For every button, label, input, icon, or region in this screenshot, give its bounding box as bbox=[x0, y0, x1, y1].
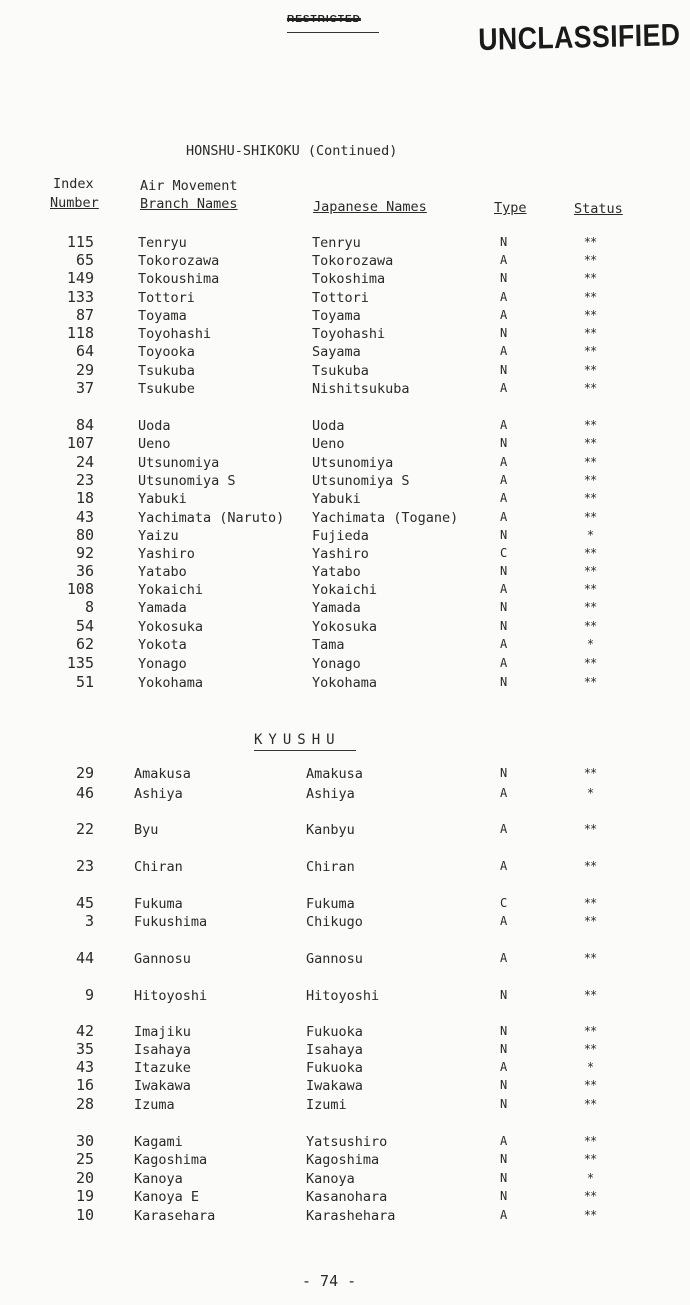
table-row bbox=[0, 1134, 690, 1152]
table-row bbox=[0, 766, 690, 784]
type-code: C bbox=[500, 896, 508, 910]
index-number: 29 bbox=[75, 764, 94, 782]
japanese-name: Chiran bbox=[306, 859, 355, 875]
type-code: A bbox=[500, 418, 508, 432]
index-number: 25 bbox=[75, 1150, 94, 1168]
status-mark: ** bbox=[583, 1024, 597, 1038]
index-number: 42 bbox=[75, 1022, 94, 1040]
index-number: 64 bbox=[75, 342, 94, 360]
air-movement-name: Isahaya bbox=[134, 1042, 191, 1058]
table-row bbox=[0, 951, 690, 969]
page-number: - 74 - bbox=[302, 1272, 357, 1290]
type-code: A bbox=[500, 1208, 508, 1222]
table-row bbox=[0, 1152, 690, 1170]
table-row bbox=[0, 637, 690, 655]
air-movement-name: Yokohama bbox=[138, 675, 204, 691]
air-movement-name: Tottori bbox=[138, 290, 195, 306]
index-number: 44 bbox=[75, 949, 94, 967]
status-mark: ** bbox=[583, 290, 597, 304]
type-code: N bbox=[500, 1171, 508, 1185]
status-mark: ** bbox=[583, 418, 597, 432]
japanese-name: Tokoshima bbox=[312, 271, 386, 287]
status-mark: ** bbox=[583, 510, 597, 524]
index-number: 10 bbox=[75, 1206, 94, 1224]
type-code: N bbox=[500, 1042, 508, 1056]
type-code: N bbox=[500, 564, 508, 578]
air-movement-name: Ashiya bbox=[134, 786, 183, 802]
type-code: N bbox=[500, 675, 508, 689]
japanese-name: Fukuoka bbox=[306, 1060, 363, 1076]
air-movement-name: Utsunomiya S bbox=[138, 473, 236, 489]
japanese-name: Tenryu bbox=[312, 235, 361, 251]
air-movement-name: Yokosuka bbox=[138, 619, 204, 635]
type-code: A bbox=[500, 822, 508, 836]
table-row bbox=[0, 564, 690, 582]
air-movement-name: Yonago bbox=[138, 656, 187, 672]
type-code: C bbox=[500, 546, 508, 560]
index-number: 92 bbox=[75, 544, 94, 562]
table-row bbox=[0, 1171, 690, 1189]
type-code: N bbox=[500, 436, 508, 450]
type-code: N bbox=[500, 235, 508, 249]
status-mark: * bbox=[586, 786, 594, 800]
table-row bbox=[0, 363, 690, 381]
air-movement-name: Karasehara bbox=[134, 1208, 216, 1224]
index-number: 118 bbox=[66, 324, 94, 342]
table-row bbox=[0, 510, 690, 528]
status-mark: ** bbox=[583, 363, 597, 377]
air-movement-name: Tokoushima bbox=[138, 271, 220, 287]
air-movement-name: Gannosu bbox=[134, 951, 191, 967]
header-air-line1: Air Movement bbox=[140, 178, 238, 194]
table-row bbox=[0, 308, 690, 326]
japanese-name: Yokosuka bbox=[312, 619, 378, 635]
type-code: N bbox=[500, 988, 508, 1002]
japanese-name: Fukuma bbox=[306, 896, 355, 912]
status-mark: * bbox=[586, 1060, 594, 1074]
index-number: 62 bbox=[75, 635, 94, 653]
air-movement-name: Imajiku bbox=[134, 1024, 191, 1040]
kyushu-underline bbox=[254, 750, 356, 751]
japanese-name: Chikugo bbox=[306, 914, 363, 930]
air-movement-name: Yokota bbox=[138, 637, 187, 653]
table-row bbox=[0, 344, 690, 362]
unclassified-stamp: UNCLASSIFIED bbox=[478, 17, 681, 57]
japanese-name: Kagoshima bbox=[306, 1152, 380, 1168]
status-mark: ** bbox=[583, 1152, 597, 1166]
index-number: 9 bbox=[84, 986, 94, 1004]
status-mark: ** bbox=[583, 1042, 597, 1056]
type-code: A bbox=[500, 786, 508, 800]
header-status: Status bbox=[574, 201, 623, 217]
index-number: 135 bbox=[66, 654, 94, 672]
status-mark: ** bbox=[583, 235, 597, 249]
table-row bbox=[0, 473, 690, 491]
status-mark: ** bbox=[583, 1134, 597, 1148]
table-row bbox=[0, 326, 690, 344]
status-mark: ** bbox=[583, 308, 597, 322]
table-row bbox=[0, 1024, 690, 1042]
air-movement-name: Tenryu bbox=[138, 235, 187, 251]
index-number: 84 bbox=[75, 416, 94, 434]
table-row bbox=[0, 914, 690, 932]
index-number: 45 bbox=[75, 894, 94, 912]
japanese-name: Gannosu bbox=[306, 951, 363, 967]
table-row bbox=[0, 656, 690, 674]
table-row bbox=[0, 290, 690, 308]
japanese-name: Kanoya bbox=[306, 1171, 355, 1187]
japanese-name: Sayama bbox=[312, 344, 361, 360]
type-code: A bbox=[500, 914, 508, 928]
japanese-name: Karashehara bbox=[306, 1208, 396, 1224]
index-number: 23 bbox=[75, 471, 94, 489]
index-number: 19 bbox=[75, 1187, 94, 1205]
air-movement-name: Yaizu bbox=[138, 528, 179, 544]
index-number: 35 bbox=[75, 1040, 94, 1058]
air-movement-name: Toyooka bbox=[138, 344, 195, 360]
status-mark: ** bbox=[583, 326, 597, 340]
index-number: 108 bbox=[66, 580, 94, 598]
type-code: A bbox=[500, 473, 508, 487]
table-row bbox=[0, 582, 690, 600]
type-code: N bbox=[500, 619, 508, 633]
japanese-name: Hitoyoshi bbox=[306, 988, 380, 1004]
status-mark: ** bbox=[583, 675, 597, 689]
section-title-kyushu: KYUSHU bbox=[254, 732, 341, 748]
air-movement-name: Fukushima bbox=[134, 914, 208, 930]
type-code: N bbox=[500, 528, 508, 542]
status-mark: ** bbox=[583, 619, 597, 633]
status-mark: ** bbox=[583, 988, 597, 1002]
japanese-name: Yabuki bbox=[312, 491, 361, 507]
type-code: A bbox=[500, 637, 508, 651]
air-movement-name: Iwakawa bbox=[134, 1078, 191, 1094]
index-number: 133 bbox=[66, 288, 94, 306]
japanese-name: Yamada bbox=[312, 600, 361, 616]
status-mark: ** bbox=[583, 766, 597, 780]
air-movement-name: Uoda bbox=[138, 418, 171, 434]
japanese-name: Nishitsukuba bbox=[312, 381, 410, 397]
air-movement-name: Yamada bbox=[138, 600, 187, 616]
type-code: N bbox=[500, 1152, 508, 1166]
index-number: 107 bbox=[66, 434, 94, 452]
type-code: A bbox=[500, 1134, 508, 1148]
japanese-name: Tokorozawa bbox=[312, 253, 394, 269]
air-movement-name: Yokaichi bbox=[138, 582, 204, 598]
japanese-name: Tama bbox=[312, 637, 345, 653]
air-movement-name: Hitoyoshi bbox=[134, 988, 208, 1004]
type-code: A bbox=[500, 491, 508, 505]
type-code: A bbox=[500, 859, 508, 873]
table-row bbox=[0, 381, 690, 399]
table-row bbox=[0, 619, 690, 637]
index-number: 20 bbox=[75, 1169, 94, 1187]
japanese-name: Yonago bbox=[312, 656, 361, 672]
table-row bbox=[0, 1042, 690, 1060]
restricted-stamp: RESTRICTED bbox=[287, 14, 361, 25]
status-mark: ** bbox=[583, 1208, 597, 1222]
status-mark: ** bbox=[583, 582, 597, 596]
type-code: N bbox=[500, 271, 508, 285]
table-row bbox=[0, 1078, 690, 1096]
table-row bbox=[0, 271, 690, 289]
table-row bbox=[0, 822, 690, 840]
status-mark: ** bbox=[583, 473, 597, 487]
index-number: 29 bbox=[75, 361, 94, 379]
air-movement-name: Kagami bbox=[134, 1134, 183, 1150]
air-movement-name: Utsunomiya bbox=[138, 455, 220, 471]
type-code: A bbox=[500, 381, 508, 395]
japanese-name: Ashiya bbox=[306, 786, 355, 802]
table-row bbox=[0, 253, 690, 271]
header-index-line1: Index bbox=[53, 176, 94, 192]
type-code: A bbox=[500, 290, 508, 304]
table-row bbox=[0, 235, 690, 253]
air-movement-name: Amakusa bbox=[134, 766, 191, 782]
table-row bbox=[0, 1097, 690, 1115]
japanese-name: Izumi bbox=[306, 1097, 347, 1113]
type-code: N bbox=[500, 766, 508, 780]
table-row bbox=[0, 859, 690, 877]
status-mark: ** bbox=[583, 600, 597, 614]
table-row bbox=[0, 988, 690, 1006]
japanese-name: Uoda bbox=[312, 418, 345, 434]
header-index-line2: Number bbox=[50, 195, 99, 211]
type-code: N bbox=[500, 1189, 508, 1203]
japanese-name: Yatabo bbox=[312, 564, 361, 580]
type-code: A bbox=[500, 510, 508, 524]
status-mark: ** bbox=[583, 951, 597, 965]
status-mark: ** bbox=[583, 271, 597, 285]
status-mark: ** bbox=[583, 381, 597, 395]
table-row bbox=[0, 528, 690, 546]
status-mark: ** bbox=[583, 914, 597, 928]
type-code: A bbox=[500, 253, 508, 267]
index-number: 23 bbox=[75, 857, 94, 875]
status-mark: ** bbox=[583, 1097, 597, 1111]
japanese-name: Yashiro bbox=[312, 546, 369, 562]
index-number: 46 bbox=[75, 784, 94, 802]
japanese-name: Kanbyu bbox=[306, 822, 355, 838]
index-number: 43 bbox=[75, 1058, 94, 1076]
section-title-honshu: HONSHU-SHIKOKU (Continued) bbox=[186, 143, 398, 159]
type-code: N bbox=[500, 363, 508, 377]
table-row bbox=[0, 1060, 690, 1078]
japanese-name: Yachimata (Togane) bbox=[312, 510, 459, 526]
status-mark: ** bbox=[583, 1189, 597, 1203]
type-code: A bbox=[500, 308, 508, 322]
table-row bbox=[0, 1189, 690, 1207]
type-code: N bbox=[500, 326, 508, 340]
table-row bbox=[0, 786, 690, 804]
air-movement-name: Tokorozawa bbox=[138, 253, 220, 269]
air-movement-name: Yashiro bbox=[138, 546, 195, 562]
table-row bbox=[0, 896, 690, 914]
index-number: 30 bbox=[75, 1132, 94, 1150]
index-number: 8 bbox=[84, 598, 94, 616]
air-movement-name: Byu bbox=[134, 822, 159, 838]
status-mark: ** bbox=[583, 436, 597, 450]
index-number: 54 bbox=[75, 617, 94, 635]
type-code: N bbox=[500, 1097, 508, 1111]
japanese-name: Toyama bbox=[312, 308, 361, 324]
japanese-name: Toyohashi bbox=[312, 326, 386, 342]
type-code: N bbox=[500, 1078, 508, 1092]
air-movement-name: Yatabo bbox=[138, 564, 187, 580]
status-mark: ** bbox=[583, 896, 597, 910]
header-japanese: Japanese Names bbox=[313, 199, 427, 215]
type-code: A bbox=[500, 656, 508, 670]
air-movement-name: Ueno bbox=[138, 436, 171, 452]
status-mark: ** bbox=[583, 859, 597, 873]
air-movement-name: Kanoya E bbox=[134, 1189, 200, 1205]
air-movement-name: Toyohashi bbox=[138, 326, 212, 342]
table-row bbox=[0, 600, 690, 618]
index-number: 65 bbox=[75, 251, 94, 269]
index-number: 51 bbox=[75, 673, 94, 691]
table-row bbox=[0, 491, 690, 509]
japanese-name: Kasanohara bbox=[306, 1189, 388, 1205]
air-movement-name: Chiran bbox=[134, 859, 183, 875]
index-number: 36 bbox=[75, 562, 94, 580]
status-mark: ** bbox=[583, 491, 597, 505]
type-code: A bbox=[500, 1060, 508, 1074]
air-movement-name: Fukuma bbox=[134, 896, 183, 912]
air-movement-name: Izuma bbox=[134, 1097, 175, 1113]
japanese-name: Ueno bbox=[312, 436, 345, 452]
japanese-name: Yokohama bbox=[312, 675, 378, 691]
air-movement-name: Itazuke bbox=[134, 1060, 191, 1076]
table-row bbox=[0, 436, 690, 454]
japanese-name: Fukuoka bbox=[306, 1024, 363, 1040]
status-mark: * bbox=[586, 637, 594, 651]
status-mark: * bbox=[586, 528, 594, 542]
japanese-name: Utsunomiya bbox=[312, 455, 394, 471]
table-row bbox=[0, 1208, 690, 1226]
status-mark: ** bbox=[583, 546, 597, 560]
air-movement-name: Toyama bbox=[138, 308, 187, 324]
japanese-name: Yatsushiro bbox=[306, 1134, 388, 1150]
status-mark: ** bbox=[583, 822, 597, 836]
index-number: 24 bbox=[75, 453, 94, 471]
air-movement-name: Tsukube bbox=[138, 381, 195, 397]
air-movement-name: Yachimata (Naruto) bbox=[138, 510, 285, 526]
table-row bbox=[0, 546, 690, 564]
index-number: 22 bbox=[75, 820, 94, 838]
type-code: A bbox=[500, 582, 508, 596]
japanese-name: Fujieda bbox=[312, 528, 369, 544]
air-movement-name: Tsukuba bbox=[138, 363, 195, 379]
table-row bbox=[0, 418, 690, 436]
status-mark: ** bbox=[583, 1078, 597, 1092]
japanese-name: Yokaichi bbox=[312, 582, 378, 598]
index-number: 37 bbox=[75, 379, 94, 397]
index-number: 28 bbox=[75, 1095, 94, 1113]
index-number: 115 bbox=[66, 233, 94, 251]
index-number: 16 bbox=[75, 1076, 94, 1094]
japanese-name: Isahaya bbox=[306, 1042, 363, 1058]
air-movement-name: Kagoshima bbox=[134, 1152, 208, 1168]
status-mark: ** bbox=[583, 455, 597, 469]
header-type: Type bbox=[494, 200, 527, 216]
index-number: 80 bbox=[75, 526, 94, 544]
index-number: 3 bbox=[84, 912, 94, 930]
status-mark: ** bbox=[583, 656, 597, 670]
japanese-name: Iwakawa bbox=[306, 1078, 363, 1094]
index-number: 18 bbox=[75, 489, 94, 507]
japanese-name: Utsunomiya S bbox=[312, 473, 410, 489]
japanese-name: Amakusa bbox=[306, 766, 363, 782]
status-mark: ** bbox=[583, 253, 597, 267]
header-air-line2: Branch Names bbox=[140, 196, 238, 212]
type-code: A bbox=[500, 455, 508, 469]
index-number: 43 bbox=[75, 508, 94, 526]
type-code: A bbox=[500, 344, 508, 358]
type-code: A bbox=[500, 951, 508, 965]
air-movement-name: Kanoya bbox=[134, 1171, 183, 1187]
status-mark: * bbox=[586, 1171, 594, 1185]
japanese-name: Tsukuba bbox=[312, 363, 369, 379]
index-number: 149 bbox=[66, 269, 94, 287]
status-mark: ** bbox=[583, 344, 597, 358]
stamp-rule bbox=[287, 32, 379, 33]
table-row bbox=[0, 455, 690, 473]
status-mark: ** bbox=[583, 564, 597, 578]
index-number: 87 bbox=[75, 306, 94, 324]
type-code: N bbox=[500, 600, 508, 614]
japanese-name: Tottori bbox=[312, 290, 369, 306]
table-row bbox=[0, 675, 690, 693]
air-movement-name: Yabuki bbox=[138, 491, 187, 507]
type-code: N bbox=[500, 1024, 508, 1038]
